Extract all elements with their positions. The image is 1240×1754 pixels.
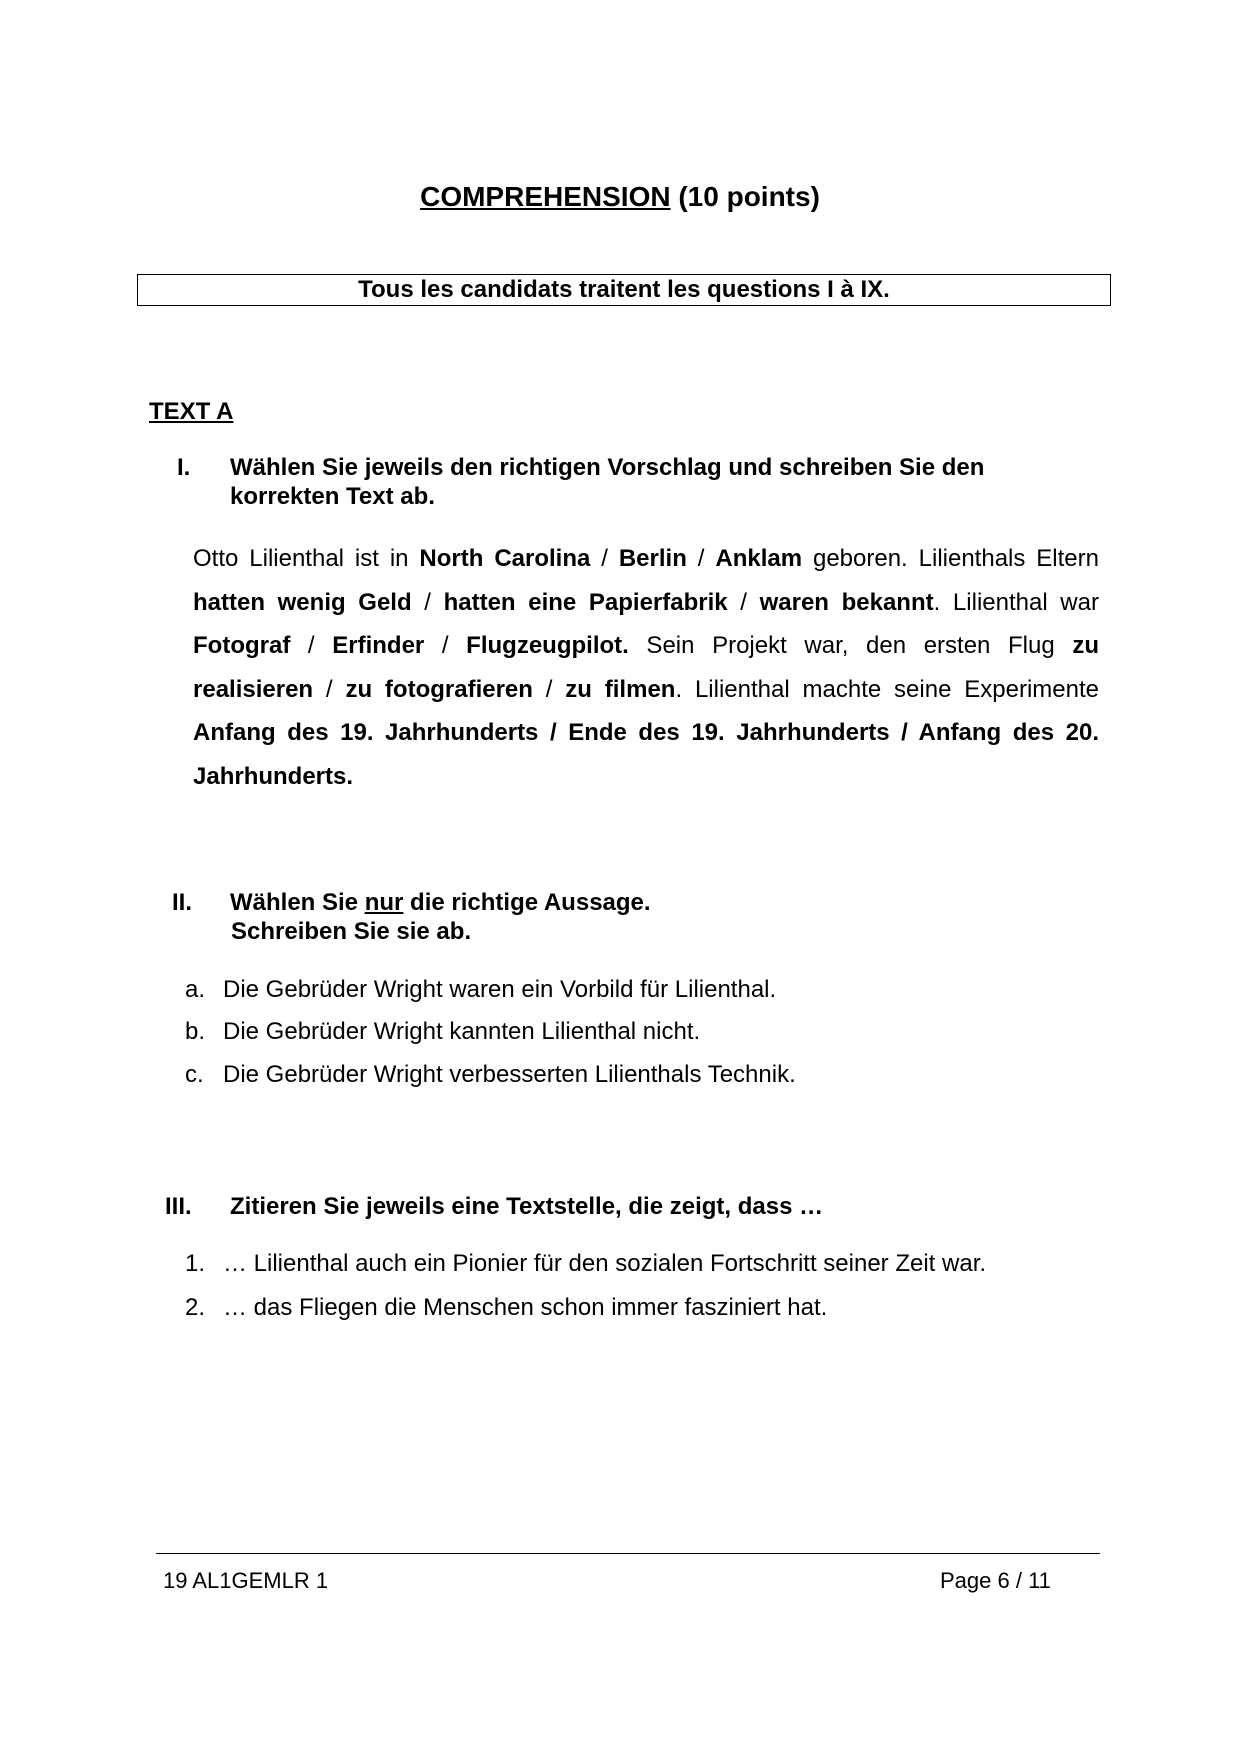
title-points: (10 points) [678, 181, 820, 212]
option-marker: b. [185, 1018, 206, 1045]
footer-code: 19 AL1GEMLR 1 [163, 1568, 329, 1593]
paragraph-text: / [590, 545, 619, 572]
choice-option: Erfinder [332, 632, 425, 659]
paragraph-text: . Lilienthal machte seine Experimente [675, 675, 1099, 703]
paragraph-text: / [532, 675, 566, 703]
choice-option: hatten eine Papierfabrik [443, 588, 728, 616]
paragraph-text: Otto Lilienthal ist in [193, 545, 420, 572]
item-text: … Lilienthal auch ein Pionier für den sozialen Fortschritt seiner Zeit war. [223, 1250, 987, 1277]
choice-option: hatten wenig Geld [193, 588, 412, 616]
footer-page-number: Page 6 / 11 [940, 1568, 1051, 1593]
question-1-line2: korrekten Text ab. [230, 483, 435, 510]
paragraph-text: / [424, 632, 467, 659]
question-3-line1: Zitieren Sie jeweils eine Textstelle, die zeigt, dass … [230, 1193, 824, 1220]
question-2-number: II. [172, 889, 193, 916]
item-text: … das Fliegen die Menschen schon immer fasziniert hat. [223, 1294, 828, 1321]
option-text: Die Gebrüder Wright verbesserten Lilienthals Technik. [223, 1061, 796, 1088]
choice-option: Flugzeugpilot. [466, 632, 629, 659]
choice-option: Anfang des 19. Jahrhunderts / Ende des 19. Jahrhunderts / Anfang des 20. Jahrhunderts. [193, 719, 1099, 790]
section-heading: TEXT A [149, 398, 234, 425]
instruction-text: Tous les candidats traitent les questions I à IX. [358, 276, 890, 303]
option-marker: c. [185, 1061, 204, 1088]
option-text: Die Gebrüder Wright waren ein Vorbild für Lilienthal. [223, 976, 777, 1003]
paragraph-text: geboren. Lilienthals Eltern [802, 545, 1099, 572]
title-main: COMPREHENSION [420, 181, 671, 212]
question-1-paragraph [193, 537, 1099, 798]
choice-option: Berlin [618, 545, 687, 572]
paragraph-text: Sein Projekt war, den ersten Flug [628, 632, 1073, 659]
paragraph-text: / [313, 675, 346, 703]
choice-option: zu realisieren [193, 632, 1100, 703]
question-2-line1 [230, 888, 651, 917]
item-marker: 1. [185, 1250, 206, 1277]
choice-option: North Carolina [419, 545, 591, 572]
option-marker: a. [185, 976, 206, 1003]
choice-option: zu fotografieren [345, 675, 533, 703]
footer-divider [156, 1553, 1100, 1554]
paragraph-text: . Lilienthal war [933, 588, 1099, 616]
option-c [185, 1060, 796, 1090]
question-3-number: III. [165, 1193, 192, 1220]
paragraph-text: / [411, 588, 444, 616]
instruction-box [137, 274, 1111, 306]
item-marker: 2. [185, 1294, 206, 1321]
quote-item-1 [185, 1249, 986, 1279]
page-title [0, 180, 1240, 214]
paragraph-text: / [686, 545, 716, 572]
question-2-line2: Schreiben Sie sie ab. [231, 918, 472, 945]
paragraph-text: / [727, 588, 760, 616]
paragraph-text: / [290, 632, 333, 659]
choice-option: waren bekannt [759, 588, 934, 616]
question-2-line1-post: die richtige Aussage. [403, 889, 651, 916]
choice-option: Anklam [715, 545, 803, 572]
quote-item-2 [185, 1293, 827, 1323]
option-a [185, 975, 776, 1005]
question-1-number: I. [177, 454, 191, 481]
question-1-line1: Wählen Sie jeweils den richtigen Vorschlag und schreiben Sie den [230, 454, 985, 481]
option-b [185, 1017, 700, 1047]
question-2-line1-underlined: nur [364, 889, 404, 916]
choice-option: zu filmen [565, 675, 676, 703]
choice-option: Fotograf [193, 632, 291, 659]
question-2-line1-pre: Wählen Sie [230, 889, 365, 916]
option-text: Die Gebrüder Wright kannten Lilienthal nicht. [223, 1018, 701, 1045]
